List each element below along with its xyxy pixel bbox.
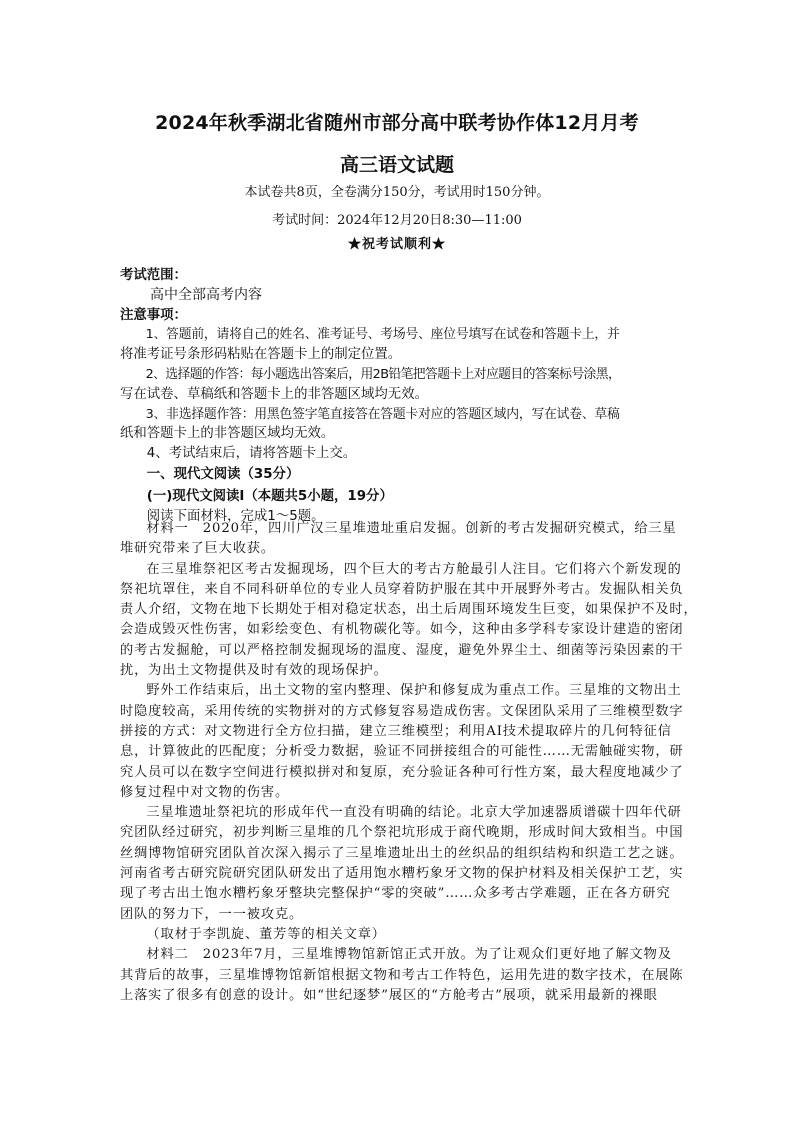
exam-info-pages-score: 本试卷共8页，全卷满分150分，考试用时150分钟。 <box>244 185 550 200</box>
material1-p1-line2: 堆研究带来了巨大收获。 <box>120 541 275 557</box>
material2-p1-line1: 材料二 2023年7月，三星堆博物馆新馆正式开放。为了让观众们更好地了解文物及 <box>146 947 672 963</box>
material1-p3-line4: 息，计算彼此的匹配度；分析受力数据，验证不同拼接组合的可能性……无需触碰实物，研 <box>120 744 684 760</box>
reading-instruction: 阅读下面材料，完成1～5题。 <box>146 508 325 524</box>
material1-p3-line5: 究人员可以在数字空间进行模拟拼对和复原，充分验证各种可行性方案，最大程度地减少了 <box>120 764 684 780</box>
note-2-line2: 写在试卷、草稿纸和答题卡上的非答题区域均无效。 <box>120 386 428 402</box>
note-3-line1: 3、非选择题作答：用黑色签字笔直接答在答题卡对应的答题区域内，写在试卷、草稿 <box>145 406 620 422</box>
material1-p3-line3: 拼接的方式：对文物进行全方位扫描，建立三维模型；利用AI技术提取碎片的几何特征信 <box>120 723 672 739</box>
material1-p2-line4: 会造成毁灭性伤害，如彩绘变色、有机物碳化等。如今，这种由多学科专家设计建造的密闭 <box>120 622 684 638</box>
notes-label: 注意事项： <box>120 307 187 323</box>
material1-p4-line5: 现了考古出土饱水糟朽象牙整块完整保护“零的突破”……众多考古学难题，正在各方研究 <box>120 886 671 902</box>
good-luck-mark: ★祝考试顺利★ <box>347 237 446 252</box>
material1-p4-line4: 河南省考古研究院研究团队研发出了适用饱水糟朽象牙文物的保护材料及相关保护工艺，实 <box>120 866 684 882</box>
note-4: 4、考试结束后，请将答题卡上交。 <box>146 446 357 462</box>
exam-instructions <box>120 266 675 526</box>
note-1-line2: 将准考证号条形码粘贴在答题卡上的制定位置。 <box>120 347 402 363</box>
material1-p3-line2: 时隐度较高，采用传统的实物拼对的方式修复容易造成伤害。文保团队采用了三维模型数字 <box>120 703 684 719</box>
material2-p1-line3: 上落实了很多有创意的设计。如“世纪逐梦”展区的“方舱考古”展项，就采用最新的裸眼 <box>120 987 658 1003</box>
material1-source: （取材于李凯旋、董芳等的相关文章） <box>146 926 386 942</box>
material1-p2-line5: 的考古发掘舱，可以严格控制发掘现场的温度、湿度，避免外界尘土、细菌等污染因素的干 <box>120 642 684 658</box>
exam-title-line2: 高三语文试题 <box>339 154 454 176</box>
material1-p2-line2: 祭祀坑罩住，来自不同科研单位的专业人员穿着防护服在其中开展野外考古。发掘队相关负 <box>120 581 684 597</box>
material1-p4-line6: 团队的努力下，一一被攻克。 <box>120 906 304 922</box>
scope-label: 考试范围： <box>120 268 187 283</box>
material1-p1-line1: 材料一 2020年，四川广汉三星堆遗址重启发掘。创新的考古发掘研究模式，给三星 <box>146 521 677 536</box>
reading-material <box>120 519 698 1006</box>
material1-p2-line3: 责人介绍，文物在地下长期处于相对稳定状态，出土后周围环境发生巨变，如果保护不及时， <box>120 602 698 618</box>
scope-value: 高中全部高考内容 <box>150 286 262 303</box>
note-3-line2: 纸和答题卡上的非答题区域均无效。 <box>120 426 335 442</box>
section-heading: 一、现代文阅读（35分） <box>146 466 300 482</box>
material1-p2-line6: 扰，为出土文物提供及时有效的现场保护。 <box>120 663 388 679</box>
material2-p1-line2: 其背后的故事，三星堆博物馆新馆根据文物和考古工作特色，运用先进的数字技术，在展陈 <box>120 967 684 983</box>
material1-p3-line1: 野外工作结束后，出土文物的室内整理、保护和修复成为重点工作。三星堆的文物出土 <box>146 683 682 699</box>
exam-title-line1: 2024年秋季湖北省随州市部分高中联考协作体12月月考 <box>155 112 639 134</box>
note-1-line1: 1、答题前，请将自己的姓名、准考证号、考场号、座位号填写在试卷和答题卡上，并 <box>145 327 620 343</box>
material1-p4-line2: 究团队经过研究，初步判断三星堆的几个祭祀坑形成于商代晚期，形成时间大致相当。中国 <box>120 825 684 841</box>
subsection-heading: (一)现代文阅读Ⅰ（本题共5小题，19分） <box>146 488 393 504</box>
material1-p2-line1: 在三星堆祭祀区考古发掘现场，四个巨大的考古方舱最引人注目。它们将六个新发现的 <box>146 561 682 577</box>
exam-info-time: 考试时间：2024年12月20日8:30—11:00 <box>272 213 522 228</box>
material1-p4-line1: 三星堆遗址祭祀坑的形成年代一直没有明确的结论。北京大学加速器质谱碳十四年代研 <box>146 805 682 821</box>
material1-p3-line6: 修复过程中对文物的伤害。 <box>120 784 290 800</box>
note-2-line1: 2、选择题的作答：每小题选出答案后，用2B铅笔把答题卡上对应题目的答案标号涂黑， <box>145 366 621 382</box>
material1-p4-line3: 丝绸博物馆研究团队首次深入揭示了三星堆遗址出土的丝织品的组织结构和织造工艺之谜。 <box>120 845 684 861</box>
